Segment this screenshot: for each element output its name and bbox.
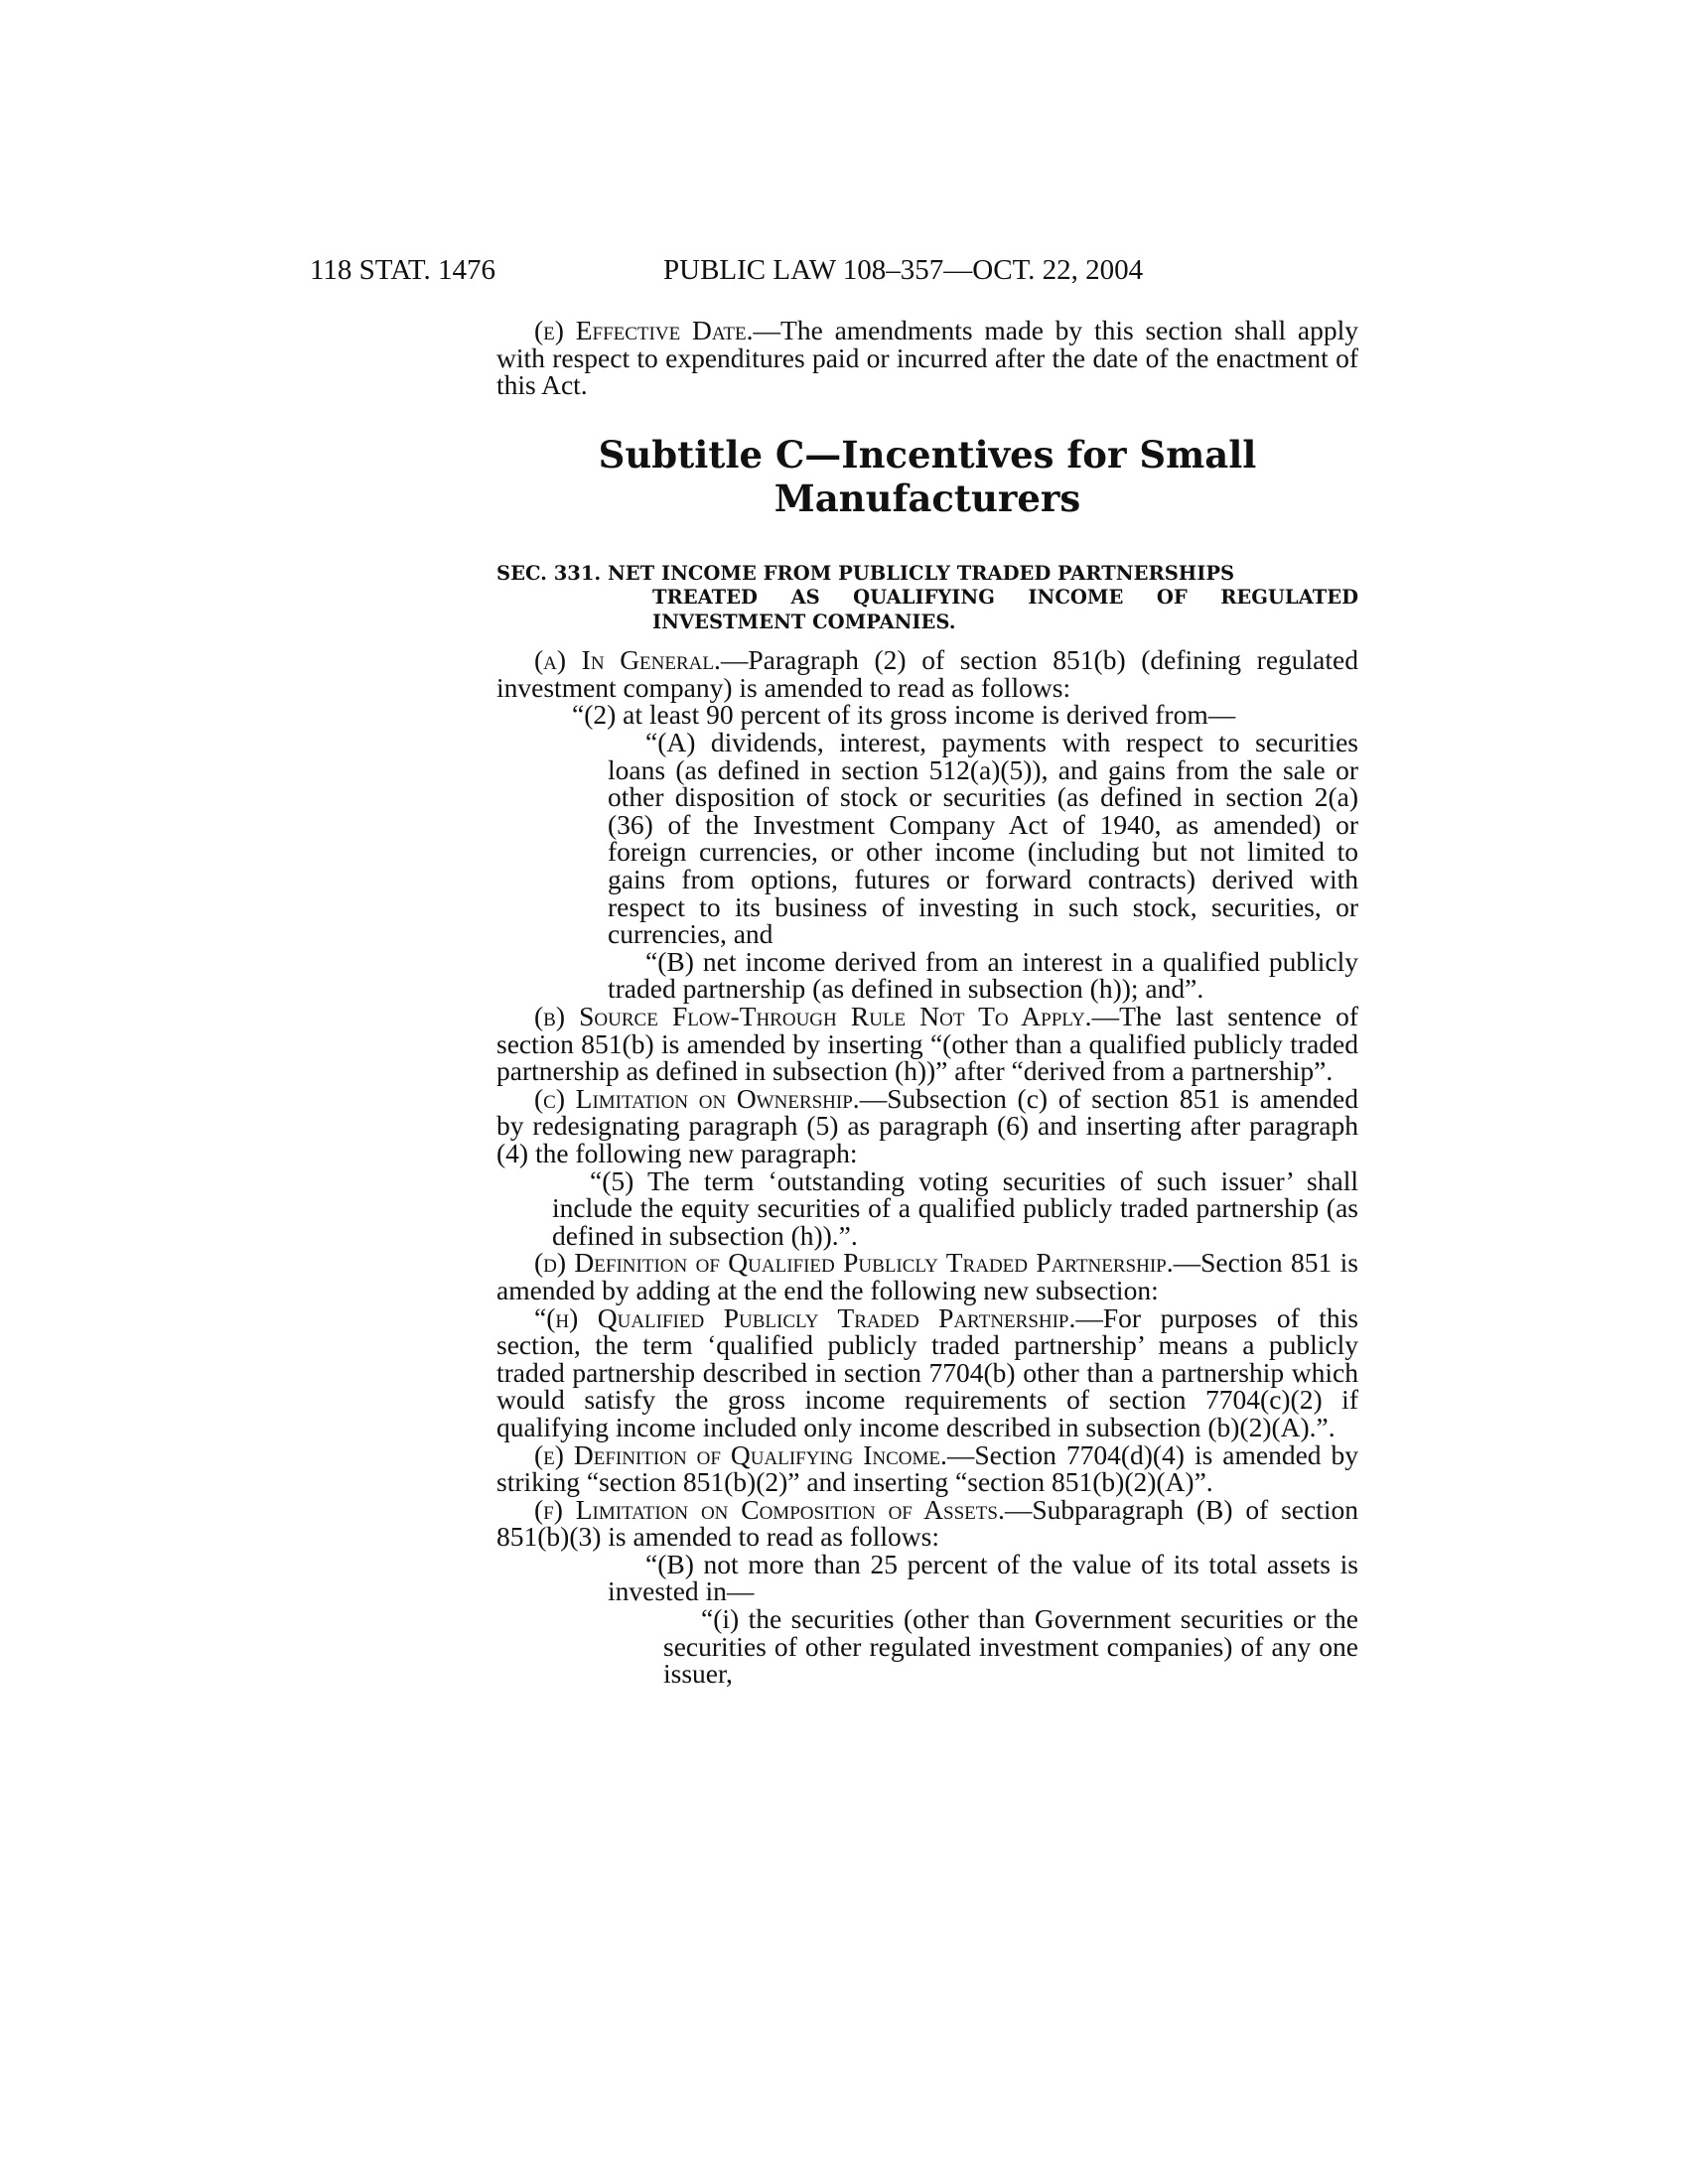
- subsection-b-label: (b) Source Flow-Through Rule Not To Apply.: [534, 1001, 1092, 1031]
- subsection-e-text: —Section 7704(d)(4) is amended by striking “section 851(b)(2)” and inserting “section 851(b)(2)(A)”.: [496, 1438, 1358, 1498]
- paragraph-5-text: “(5) The term ‘outstanding voting securities of such issuer’ shall include the equity securities of a qualified publicly traded partnership (as defined in subsection (h)).”.: [552, 1164, 1358, 1251]
- subsection-a-text: —Paragraph (2) of section 851(b) (defining regulated investment company) is amended to read as follows:: [496, 644, 1358, 703]
- subsection-e-label: (e) Definition of Qualifying Income.: [534, 1438, 947, 1470]
- subsection-h-text: —For purposes of this section, the term ‘qualified publicly traded partnership’ means a publicly traded partnership described in section 7704(b) other than a partnership which would satisfy the gross income requirements of section 7704(c)(2) if qualifying income included only income described in subsection (b)(2)(A).”.: [496, 1301, 1358, 1442]
- subsection-a: [496, 646, 1358, 701]
- subsection-a-label: (a) In General.: [534, 644, 721, 676]
- clause-i-text: “(i) the securities (other than Government securities or the securities of other regulated investment companies) of any one issuer,: [663, 1603, 1358, 1690]
- effective-date-label: (e) Effective Date.: [534, 315, 754, 345]
- subsection-c: [496, 1082, 1358, 1168]
- subparagraph-B: [496, 945, 1358, 1005]
- subtitle-heading: [496, 433, 1358, 520]
- section-heading-rest: TREATED AS QUALIFYING INCOME OF REGULATED INVESTMENT COMPANIES.: [652, 586, 1358, 633]
- subsection-c-text: —Subsection (c) of section 851 is amended by redesignating paragraph (5) as paragraph (6) and inserting after paragraph (4) the following new paragraph:: [496, 1082, 1358, 1168]
- subsection-f-text: —Subparagraph (B) of section 851(b)(3) is amended to read as follows:: [496, 1493, 1358, 1553]
- subsection-h-label: [534, 1302, 1075, 1333]
- statute-page-number: 118 STAT. 1476: [310, 254, 495, 286]
- subsection-f-label: (f) Limitation on Composition of Assets.: [534, 1493, 1005, 1525]
- document-body: [496, 317, 1358, 1688]
- subsection-c-label: (c) Limitation on Ownership.: [534, 1082, 860, 1114]
- section-heading: [496, 562, 1358, 635]
- subparagraph-A-text: “(A) dividends, interest, payments with respect to securities loans (as defined in section 512(a)(5)), and gains from the sale or other disposition of stock or securities (as defined in section 2(a)(36) of the Investment Company Act of 1940, as amended) or foreign currencies, or other income (including but not limited to gains from options, futures or forward contracts) derived with respect to its business of investing in such stock, securities, or currencies, and: [608, 727, 1358, 950]
- subsection-d-text: —Section 851 is amended by adding at the end the following new subsection:: [496, 1247, 1358, 1305]
- subsection-e: [496, 1438, 1358, 1498]
- effective-date-paragraph: [496, 317, 1358, 399]
- subsection-b: [496, 1003, 1358, 1085]
- subsection-d-label: (d) Definition of Qualified Publicly Traded Partnership.: [534, 1247, 1174, 1279]
- paragraph-2: [496, 701, 1358, 729]
- subsection-d: [496, 1249, 1358, 1303]
- effective-date-text: —The amendments made by this section shall apply with respect to expenditures paid or incurred after the date of the enactment of this Act.: [496, 315, 1358, 401]
- subparagraph-B-text: “(B) net income derived from an interest in a qualified publicly traded partnership (as defined in subsection (h)); and”.: [608, 945, 1358, 1005]
- subsection-h-label-text: “(h) Qualified Publicly Traded Partnership.: [534, 1301, 1076, 1333]
- public-law-citation: PUBLIC LAW 108–357—OCT. 22, 2004: [663, 254, 1144, 286]
- subparagraph-A: [496, 729, 1358, 948]
- paragraph-2-text: “(2) at least 90 percent of its gross income is derived from—: [572, 699, 1236, 731]
- subtitle-line-1: Subtitle C—Incentives for Small: [598, 432, 1257, 477]
- paragraph-5: [496, 1164, 1358, 1251]
- subparagraph-f-B: [496, 1548, 1358, 1607]
- subtitle-line-2: Manufacturers: [774, 476, 1081, 520]
- clause-i: [496, 1605, 1358, 1688]
- subparagraph-f-B-text: “(B) not more than 25 percent of the value of its total assets is invested in—: [608, 1548, 1358, 1607]
- section-heading-lead: SEC. 331. NET INCOME FROM PUBLICLY TRADED PARTNERSHIPS: [496, 561, 1235, 585]
- subsection-h: [496, 1301, 1358, 1442]
- subsection-f: [496, 1493, 1358, 1553]
- subsection-b-text: —The last sentence of section 851(b) is amended by inserting “(other than a qualified publicly traded partnership as defined in subsection (h))” after “derived from a partnership”.: [496, 1001, 1358, 1087]
- running-header: [0, 250, 1688, 290]
